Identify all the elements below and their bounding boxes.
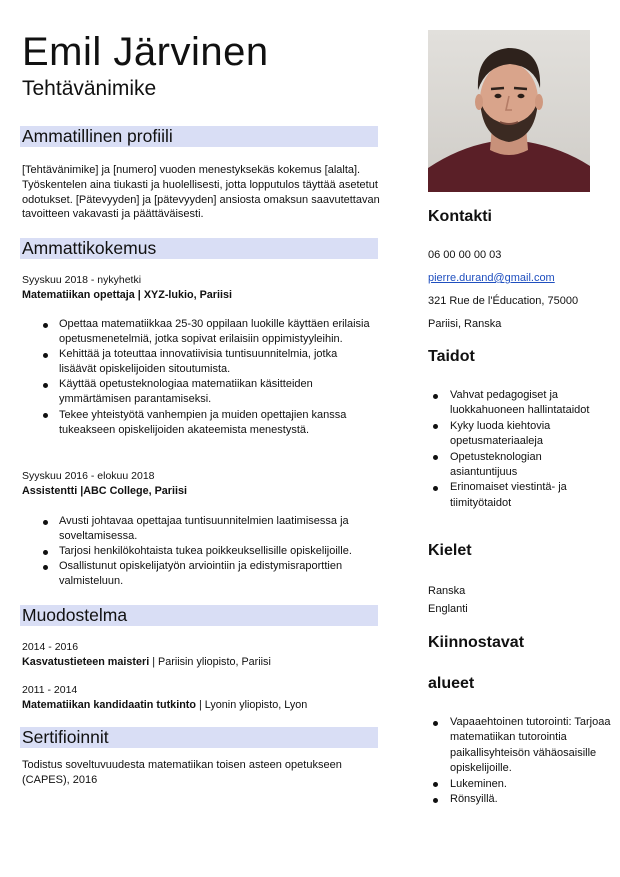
interests-heading: Kiinnostavat bbox=[428, 634, 525, 651]
profile-photo bbox=[428, 30, 590, 192]
list-item: Opettaa matematiikkaa 25-30 oppilaan luokille käyttäen erilaisia opetusmenetelmiä, jotka sopivat erilaisiin oppimistyyleihin. bbox=[59, 317, 374, 347]
section-heading: Ammatillinen profiili bbox=[22, 126, 173, 146]
city-line: Pariisi, Ranska bbox=[428, 318, 502, 330]
email-link[interactable] bbox=[428, 271, 555, 285]
degree: Matematiikan kandidaatin tutkinto bbox=[22, 699, 196, 711]
profile-text: [Tehtävänimike] ja [numero] vuoden menestyksekäs kokemus [alalta]. Työskentelen aina tiukasti ja huolellisesti, jotta lopputulos täyttää asetetut odotukset. [Pätevyyden] ja [pätevyyden] ansiosta omaksun saavutettavan tavoitteen vakavasti ja päättäväisesti. bbox=[22, 164, 380, 221]
list-item: Käyttää opetusteknologiaa matematiikan käsitteiden ymmärtämisen parantamiseksi. bbox=[59, 377, 374, 407]
education-dates: 2014 - 2016 bbox=[22, 641, 79, 653]
education-dates: 2011 - 2014 bbox=[22, 684, 78, 696]
job-role: Assistentti |ABC College, Pariisi bbox=[22, 485, 188, 497]
skills-list bbox=[450, 388, 598, 511]
job-dates: Syyskuu 2018 - nykyhetki bbox=[22, 274, 142, 286]
certification-text: Todistus soveltuvuudesta matematiikan toisen asteen opetukseen (CAPES), 2016 bbox=[22, 759, 342, 786]
list-item: Lukeminen. bbox=[450, 777, 615, 792]
list-item: Kyky luoda kiehtovia opetusmateriaaleja bbox=[450, 419, 598, 450]
language-item: Ranska bbox=[428, 585, 466, 597]
language-item: Englanti bbox=[428, 603, 468, 615]
section-heading: Ammattikokemus bbox=[22, 238, 157, 258]
education-line bbox=[22, 698, 307, 712]
interests-list bbox=[450, 715, 615, 807]
list-item: Osallistunut opiskelijatyön arviointiin ja edistymisraporttien valmisteluun. bbox=[59, 559, 374, 589]
list-item: Vapaaehtoinen tutorointi: Tarjoaa matematiikan tutorointia paikallisyhteisön vähäosaisille opiskelijoille. bbox=[450, 715, 615, 777]
job-bullets bbox=[59, 317, 374, 438]
section-heading: Muodostelma bbox=[22, 605, 128, 625]
list-item: Vahvat pedagogiset ja luokkahuoneen hallintataidot bbox=[450, 388, 598, 419]
contact-heading: Kontakti bbox=[428, 208, 492, 225]
skills-heading: Taidot bbox=[428, 348, 475, 365]
job-dates: Syyskuu 2016 - elokuu 2018 bbox=[22, 470, 155, 482]
education-line bbox=[22, 655, 271, 669]
section-education bbox=[20, 605, 378, 626]
list-item: Erinomaiset viestintä- ja tiimityötaidot bbox=[450, 480, 598, 511]
person-photo-icon bbox=[428, 30, 590, 192]
address-line: 321 Rue de l'Éducation, 75000 bbox=[428, 295, 579, 307]
list-item: Tarjosi henkilökohtaista tukea poikkeuksellisille opiskelijoille. bbox=[59, 544, 374, 559]
section-heading: Sertifioinnit bbox=[22, 727, 109, 747]
list-item: Rönsyillä. bbox=[450, 792, 615, 807]
section-profile bbox=[20, 126, 378, 147]
school: | Pariisin yliopisto, Pariisi bbox=[149, 656, 271, 668]
languages-heading: Kielet bbox=[428, 542, 472, 559]
section-experience bbox=[20, 238, 378, 259]
job-bullets bbox=[59, 514, 374, 589]
interests-heading-continued: alueet bbox=[428, 675, 475, 692]
job-title-line bbox=[22, 288, 232, 302]
list-item: Kehittää ja toteuttaa innovatiivisia tuntisuunnitelmia, jotka lisäävät opiskelijoiden sitoutumista. bbox=[59, 347, 374, 377]
candidate-name: Emil Järvinen bbox=[22, 30, 269, 74]
phone-number: 06 00 00 00 03 bbox=[428, 249, 502, 261]
school: | Lyonin yliopisto, Lyon bbox=[195, 699, 308, 711]
list-item: Tekee yhteistyötä vanhempien ja muiden opettajien kanssa tukeakseen opiskelijoiden akateemista menestystä. bbox=[59, 408, 374, 438]
job-role: Matematiikan opettaja | XYZ-lukio, Pariisi bbox=[22, 289, 233, 301]
job-title-line bbox=[22, 484, 187, 498]
degree: Kasvatustieteen maisteri bbox=[22, 656, 150, 668]
section-certifications bbox=[20, 727, 378, 748]
list-item: Avusti johtavaa opettajaa tuntisuunnitelmien laatimisessa ja soveltamisessa. bbox=[59, 514, 374, 544]
job-title: Tehtävänimike bbox=[22, 77, 157, 100]
list-item: Opetusteknologian asiantuntijuus bbox=[450, 450, 598, 481]
email-address[interactable]: pierre.durand@gmail.com bbox=[428, 272, 555, 284]
